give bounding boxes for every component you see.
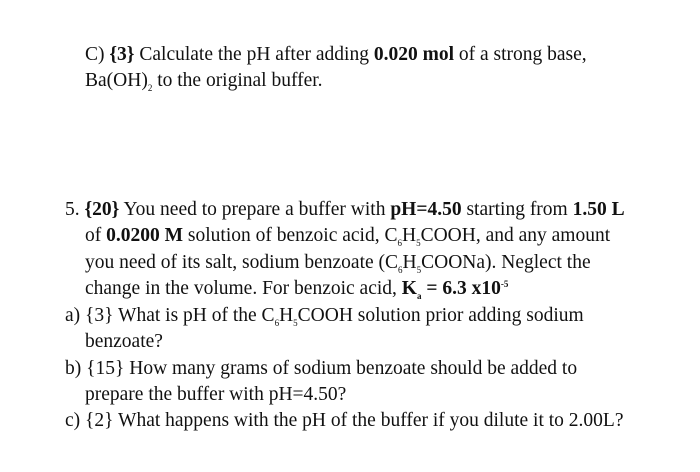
part-c-text-b: of a strong base,	[458, 44, 587, 65]
sub-a-line2: benzoate?	[85, 331, 163, 352]
part-c-base: Ba(OH)	[85, 70, 148, 91]
sub-a-points: {3}	[85, 305, 114, 326]
q5-line-4	[85, 276, 508, 302]
sub-a-sub-5: 5	[293, 318, 298, 328]
q5-ka	[402, 278, 509, 299]
q5-text-a: You need to prepare a buffer with	[123, 199, 386, 220]
q5-ka-value: = 6.3 x10	[426, 278, 501, 299]
q5-line2-a: of	[85, 225, 102, 246]
sub-c-text: What happens with the pH of the buffer if you dilute it to 2.00L?	[118, 410, 624, 431]
sub-b-points: {15}	[86, 358, 125, 379]
q5-line3-c: COONa). Neglect the	[421, 252, 591, 273]
part-c-line-2	[85, 68, 323, 94]
q5-concentration: 0.0200 M	[106, 225, 184, 246]
sub-c-line-1	[65, 408, 624, 434]
sub-c-points: {2}	[85, 410, 114, 431]
sub-b-line-2	[85, 382, 346, 408]
sub-a-sub-6: 6	[274, 318, 280, 328]
sub-b-line2: prepare the buffer with pH=4.50?	[85, 384, 347, 405]
q5-number: 5.	[65, 199, 80, 220]
q5-line3-a: you need of its salt, sodium benzoate (C	[85, 252, 399, 273]
q5-line-1	[65, 197, 625, 223]
q5-ph-target: pH=4.50	[390, 199, 462, 220]
sub-a-text-c: COOH solution prior adding sodium	[297, 305, 584, 326]
part-c-text-c: to the original buffer.	[157, 70, 323, 91]
q5-line-2	[85, 223, 610, 249]
part-c-base-subscript: 2	[147, 83, 153, 93]
q5-ka-exponent: -5	[500, 279, 509, 289]
part-c-points: {3}	[109, 44, 135, 65]
sub-b-text-a: How many grams of sodium benzoate should be added to	[129, 358, 578, 379]
sub-b-label: b)	[65, 358, 82, 379]
sub-a-line-1	[65, 303, 584, 329]
q5-sub-5a: 5	[416, 238, 421, 248]
q5-sub-6b: 6	[398, 265, 403, 275]
part-c-label: C)	[85, 44, 105, 65]
q5-line2-b: solution of benzoic acid, C	[187, 225, 398, 246]
part-c-amount: 0.020 mol	[373, 44, 454, 65]
sub-a-label: a)	[65, 305, 81, 326]
q5-sub-6a: 6	[397, 238, 402, 248]
q5-volume: 1.50 L	[572, 199, 625, 220]
q5-sub-5b: 5	[416, 265, 422, 275]
part-c-line-1	[85, 42, 587, 68]
q5-line-3	[85, 250, 591, 276]
sub-a-text-a: What is pH of the C	[118, 305, 275, 326]
q5-line4-a: change in the volume. For benzoic acid,	[85, 278, 397, 299]
q5-line2-c: H	[401, 225, 417, 246]
sub-a-line-2	[85, 329, 163, 355]
q5-text-b: starting from	[466, 199, 568, 220]
sub-a-text-b: H	[279, 305, 294, 326]
q5-line2-d: COOH, and any amount	[420, 225, 611, 246]
sub-c-label: c)	[65, 410, 81, 431]
part-c-text-a: Calculate the pH after adding	[139, 44, 369, 65]
q5-line3-b: H	[402, 252, 417, 273]
q5-ka-k: K	[401, 278, 417, 299]
sub-b-line-1	[65, 356, 577, 382]
q5-ka-sub: a	[416, 291, 422, 301]
q5-points: {20}	[84, 199, 120, 220]
